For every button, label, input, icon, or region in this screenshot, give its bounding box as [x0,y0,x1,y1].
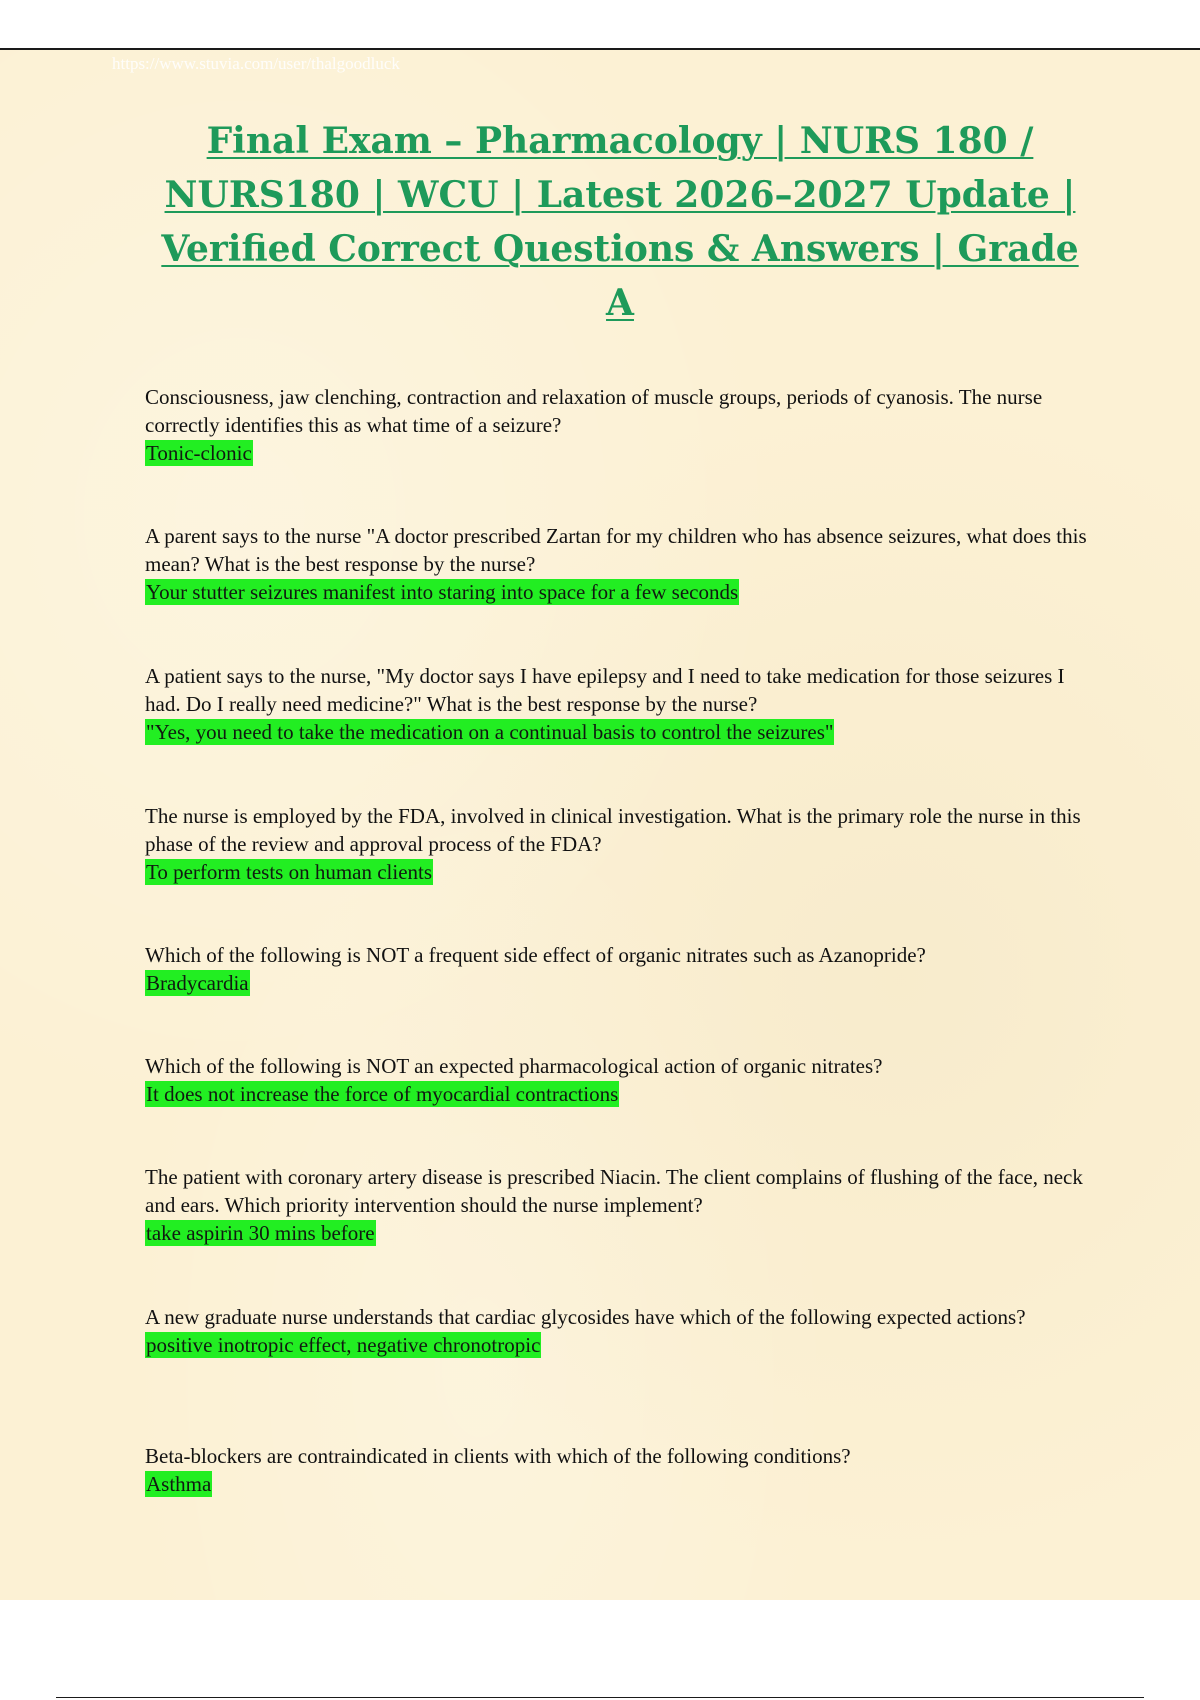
qa-item [145,1052,1095,1108]
answer-highlight: "Yes, you need to take the medication on a continual basis to control the seizures" [146,720,834,744]
qa-item [145,662,1095,746]
answer-highlight: positive inotropic effect, negative chronotropic [146,1333,541,1357]
qa-item [145,941,1095,997]
qa-item [145,802,1095,886]
answer-highlight: Your stutter seizures manifest into staring into space for a few seconds [146,580,739,604]
question-text: The nurse is employed by the FDA, involved in clinical investigation. What is the primary role the nurse in this phase of the review and approval process of the FDA? [145,804,1081,856]
question-text: A new graduate nurse understands that cardiac glycosides have which of the following expected actions? [145,1305,1026,1329]
qa-item [145,1303,1095,1359]
answer-highlight: It does not increase the force of myocardial contractions [146,1082,619,1106]
question-text: Which of the following is NOT an expected pharmacological action of organic nitrates? [145,1054,883,1078]
qa-item [145,1163,1095,1247]
qa-item [145,1442,1095,1498]
question-text: Which of the following is NOT a frequent side effect of organic nitrates such as Azanopride? [145,943,926,967]
question-text: Beta-blockers are contraindicated in clients with which of the following conditions? [145,1444,851,1468]
question-text: A patient says to the nurse, "My doctor says I have epilepsy and I need to take medication for those seizures I had. Do I really need medicine?" What is the best response by the nurse? [145,664,1065,716]
answer-highlight: Asthma [146,1472,212,1496]
qa-item [145,522,1095,606]
answer-highlight: Bradycardia [146,971,249,995]
question-text: A parent says to the nurse "A doctor prescribed Zartan for my children who has absence seizures, what does this mean? What is the best response by the nurse? [145,524,1087,576]
answer-highlight: To perform tests on human clients [146,860,433,884]
answer-highlight: take aspirin 30 mins before [146,1221,375,1245]
question-text: Consciousness, jaw clenching, contraction and relaxation of muscle groups, periods of cyanosis. The nurse correctly identifies this as what time of a seizure? [145,385,1043,437]
bottom-rule [56,1697,1144,1698]
qa-item [145,383,1095,467]
watermark-url: https://www.stuvia.com/user/thalgoodluck [112,54,400,73]
document-page [0,50,1200,1600]
question-text: The patient with coronary artery disease is prescribed Niacin. The client complains of flushing of the face, neck and ears. Which priority intervention should the nurse implement? [145,1165,1083,1217]
answer-highlight: Tonic-clonic [146,441,252,465]
document-title: Final Exam – Pharmacology | NURS 180 / NURS180 | WCU | Latest 2026–2027 Update | Verified Correct Questions & Answers | Grade A [161,120,1079,324]
